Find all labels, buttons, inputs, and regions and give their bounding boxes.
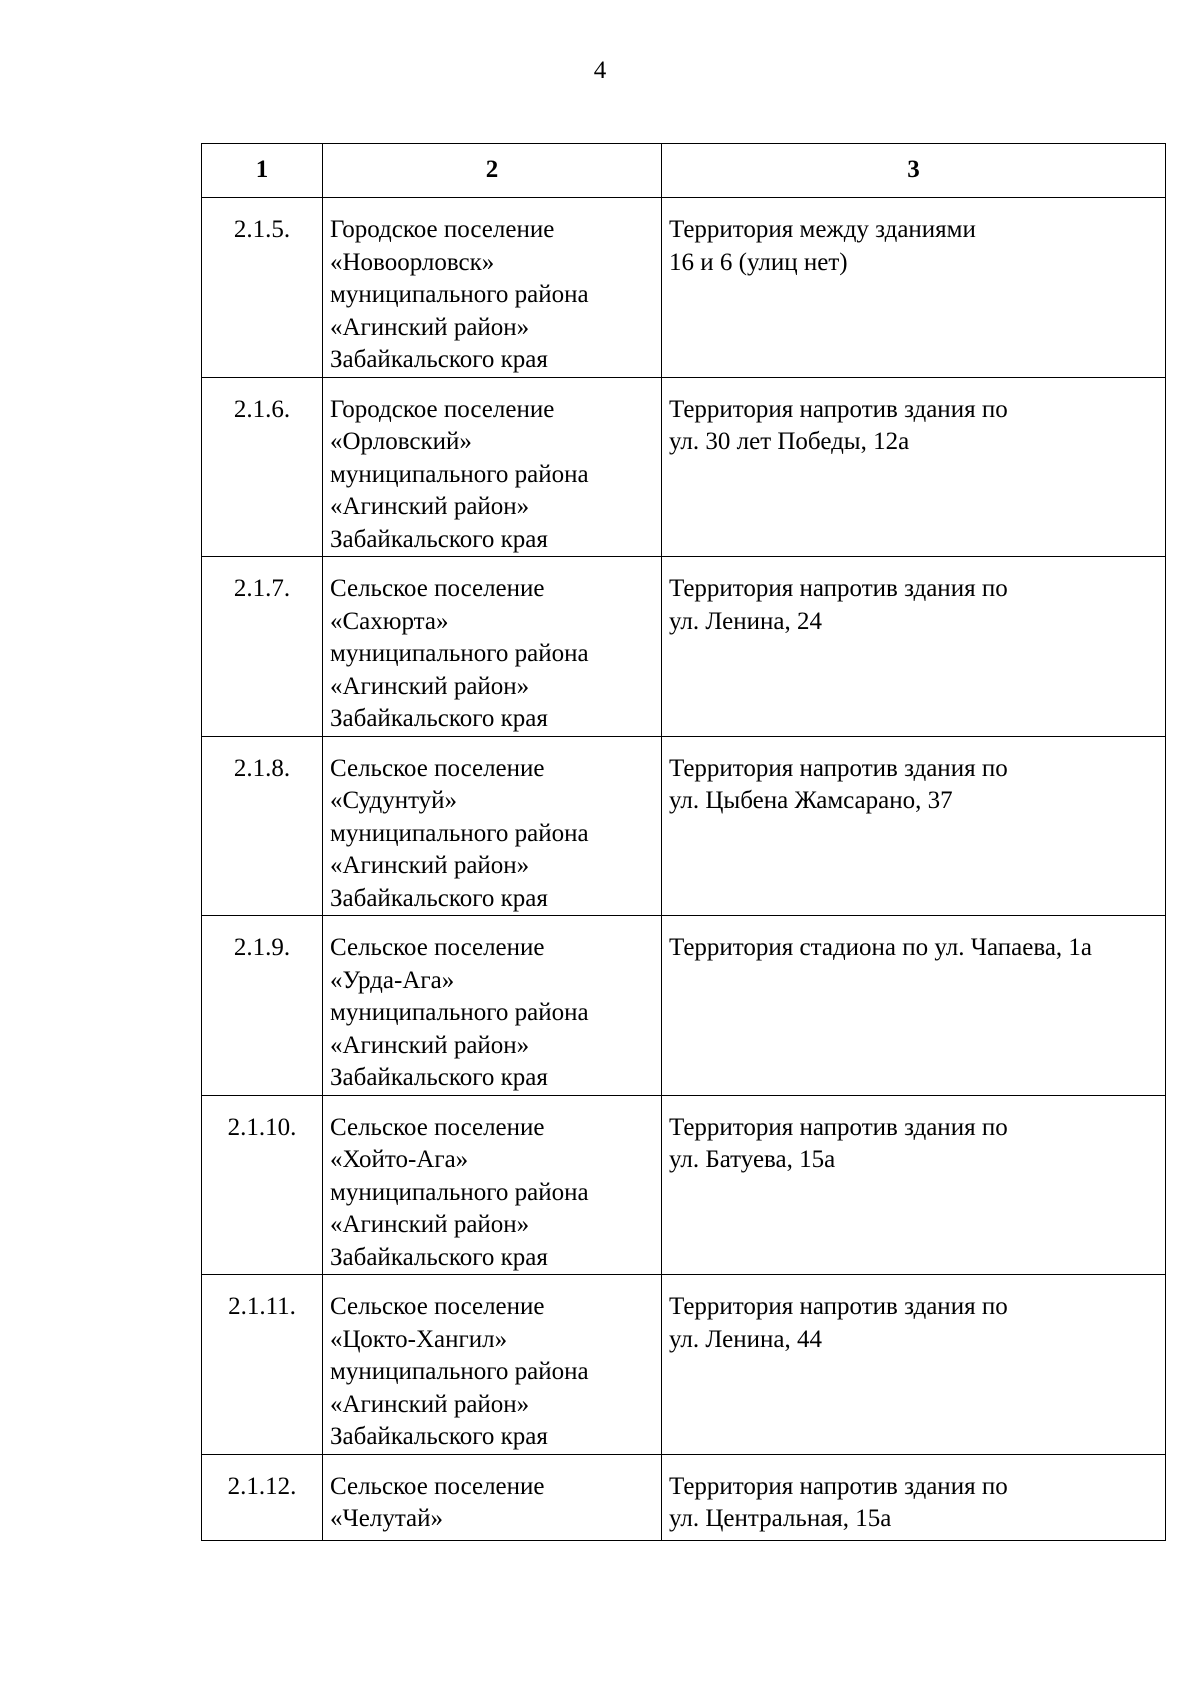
territory-line: ул. Центральная, 15а — [669, 1505, 892, 1532]
territory-line: Территория напротив здания по — [669, 1472, 1008, 1500]
territory-line: Территория напротив здания по — [669, 754, 1008, 782]
settlement-name-line: Сельское поселение — [330, 1293, 545, 1320]
settlement-name — [323, 736, 662, 916]
table-header-row — [202, 144, 1166, 198]
settlement-name — [323, 557, 662, 737]
settlement-name — [323, 1275, 662, 1455]
settlement-name-line: «Сахюрта» — [330, 607, 449, 635]
settlement-name-line: муниципального района — [330, 460, 589, 488]
territory-line: Территория напротив здания по — [669, 1113, 1008, 1141]
settlement-name — [323, 377, 662, 557]
column-header-1: 1 — [202, 144, 323, 198]
row-number: 2.1.11. — [202, 1275, 323, 1455]
territory-line: Территория между зданиями — [669, 216, 976, 243]
settlement-name-line: Сельское поселение — [330, 754, 545, 782]
territory-line: ул. Ленина, 44 — [669, 1325, 822, 1353]
settlement-name-line: муниципального района — [330, 1178, 589, 1206]
row-number: 2.1.7. — [202, 557, 323, 737]
table-row — [202, 736, 1166, 916]
settlement-name — [323, 1095, 662, 1275]
territory-line: ул. Ленина, 24 — [669, 607, 822, 635]
settlement-name-line: муниципального района — [330, 281, 589, 308]
settlement-name-line: «Агинский район» — [330, 1211, 530, 1238]
settlement-name-line: муниципального района — [330, 1358, 589, 1385]
settlement-name-line: Забайкальского края — [330, 705, 548, 732]
territory-description — [662, 916, 1166, 1096]
settlement-name-line: Забайкальского края — [330, 1243, 548, 1271]
settlement-name-line: «Агинский район» — [330, 1390, 530, 1418]
table-row — [202, 1275, 1166, 1455]
territory-line: Территория напротив здания по — [669, 1293, 1008, 1320]
settlement-name-line: «Агинский район» — [330, 313, 530, 341]
document-table — [201, 143, 1166, 1541]
territory-description — [662, 198, 1166, 378]
territory-line: ул. Цыбена Жамсарано, 37 — [669, 787, 953, 814]
settlement-name-line: «Агинский район» — [330, 493, 530, 520]
territory-line: ул. Батуева, 15а — [669, 1146, 836, 1173]
row-number: 2.1.12. — [202, 1454, 323, 1540]
settlement-name — [323, 1454, 662, 1540]
settlement-name-line: Забайкальского края — [330, 525, 548, 553]
table-row — [202, 1095, 1166, 1275]
settlement-name-line: «Орловский» — [330, 428, 472, 455]
settlement-name-line: муниципального района — [330, 819, 589, 847]
settlement-name-line: муниципального района — [330, 640, 589, 667]
row-number: 2.1.6. — [202, 377, 323, 557]
territory-description — [662, 377, 1166, 557]
column-header-3: 3 — [662, 144, 1166, 198]
settlement-name-line: Забайкальского края — [330, 1064, 548, 1091]
settlement-name-line: Забайкальского края — [330, 884, 548, 912]
territory-description — [662, 1454, 1166, 1540]
row-number: 2.1.9. — [202, 916, 323, 1096]
page-number: 4 — [593, 57, 607, 84]
table-row — [202, 916, 1166, 1096]
settlement-name — [323, 916, 662, 1096]
settlement-name-line: Городское поселение — [330, 395, 555, 423]
territory-description — [662, 557, 1166, 737]
territory-description — [662, 736, 1166, 916]
settlement-name-line: Сельское поселение — [330, 1113, 545, 1141]
column-header-2: 2 — [323, 144, 662, 198]
settlement-name-line: Забайкальского края — [330, 1423, 548, 1450]
settlement-name-line: «Цокто-Хангил» — [330, 1325, 508, 1353]
settlement-name-line: муниципального района — [330, 999, 589, 1026]
settlement-name-line: «Урда-Ага» — [330, 966, 455, 994]
table-row — [202, 377, 1166, 557]
territory-description — [662, 1275, 1166, 1455]
settlement-name-line: Сельское поселение — [330, 1472, 545, 1500]
settlement-name — [323, 198, 662, 378]
territory-line: 16 и 6 (улиц нет) — [669, 248, 848, 276]
settlement-name-line: Забайкальского края — [330, 346, 548, 373]
settlement-name-line: Городское поселение — [330, 216, 555, 243]
territory-line: Территория напротив здания по — [669, 575, 1008, 602]
territory-line: ул. 30 лет Победы, 12а — [669, 428, 910, 455]
settlement-name-line: «Челутай» — [330, 1505, 444, 1532]
table-row — [202, 557, 1166, 737]
settlement-name-line: «Агинский район» — [330, 852, 530, 879]
row-number: 2.1.5. — [202, 198, 323, 378]
row-number: 2.1.8. — [202, 736, 323, 916]
settlement-name-line: «Агинский район» — [330, 1031, 530, 1059]
settlement-name-line: «Судунтуй» — [330, 787, 458, 814]
settlement-name-line: Сельское поселение — [330, 575, 545, 602]
settlement-name-line: «Новоорловск» — [330, 248, 495, 276]
row-number: 2.1.10. — [202, 1095, 323, 1275]
table-row — [202, 1454, 1166, 1540]
settlement-name-line: «Хойто-Ага» — [330, 1146, 469, 1173]
territory-description — [662, 1095, 1166, 1275]
territory-line: Территория стадиона по ул. Чапаева, 1а — [669, 934, 1093, 961]
settlement-name-line: Сельское поселение — [330, 934, 545, 961]
territory-line: Территория напротив здания по — [669, 395, 1008, 423]
table-row — [202, 198, 1166, 378]
settlement-name-line: «Агинский район» — [330, 672, 530, 700]
